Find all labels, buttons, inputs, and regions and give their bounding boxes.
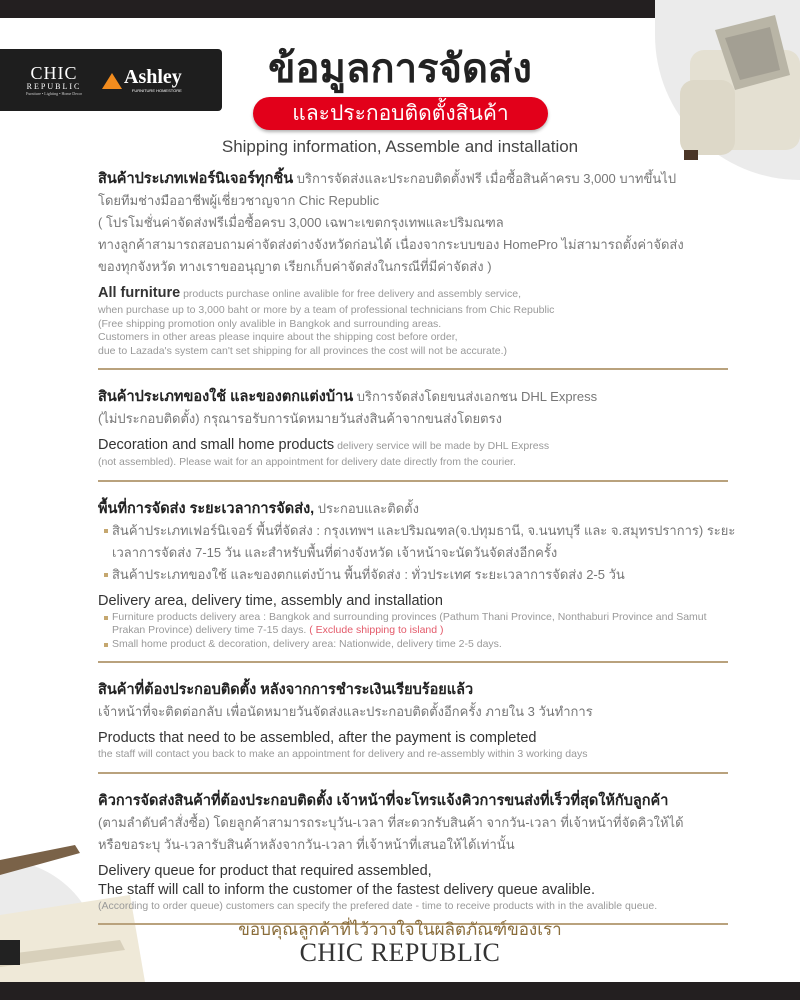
text: (ไม่ประกอบติดตั้ง) กรุณารอรับการนัดหมายวันส่งสินค้าจากขนส่งโดยตรง: [98, 411, 502, 426]
text: (not assembled). Please wait for an appointment for delivery date directly from the courier.: [98, 456, 516, 468]
brand-logos: [0, 49, 222, 111]
bullet-item: สินค้าประเภทของใช้ และของตกแต่งบ้าน พื้นที่จัดส่ง : ทั่วประเทศ ระยะเวลาการจัดส่ง 2-5 วัน: [98, 564, 738, 586]
section-decoration: [98, 386, 738, 470]
thank-you-text: ขอบคุณลูกค้าที่ไว้วางใจในผลิตภัณฑ์ของเรา: [238, 920, 562, 939]
heading: Delivery queue for product that required assembled,: [98, 862, 432, 879]
text: บริการจัดส่งโดยขนส่งเอกชน DHL Express: [353, 389, 598, 404]
text: Customers in other areas please inquire about the shipping cost before order,: [98, 331, 458, 343]
text: หรือขอระบุ วัน-เวลารับสินค้าหลังจากวัน-เวลา ที่เจ้าหน้าที่เสนอให้ได้เท่านั้น: [98, 836, 515, 852]
section-furniture: [98, 168, 738, 358]
heading: The staff will call to inform the customer of the fastest delivery queue avalible.: [98, 881, 596, 898]
text: (According to order queue) customers can specify the prefered date - time to receive products with in the avalible queue.: [98, 899, 658, 912]
bullet-item: [98, 611, 738, 638]
chic-republic-logo: CHIC REPUBLIC Furniture • Lighting • Home Decor: [26, 63, 83, 96]
heading: พื้นที่การจัดส่ง ระยะเวลาการจัดส่ง,: [98, 500, 315, 517]
bottom-bar: [0, 982, 800, 1000]
heading: All furniture: [98, 285, 181, 301]
heading: สินค้าประเภทเฟอร์นิเจอร์ทุกชิ้น: [98, 171, 294, 187]
divider: [98, 661, 728, 663]
text: ของทุกจังหวัด ทางเราขออนุญาต เรียกเก็บค่าจัดส่งในกรณีที่มีค่าจัดส่ง ): [98, 259, 492, 274]
exclusion-note: ( Exclude shipping to island ): [306, 624, 444, 636]
text: due to Lazada's system can't set shipping for all provinces the cost will not be accurate.): [98, 344, 508, 357]
title-badge: และประกอบติดตั้งสินค้า: [253, 97, 548, 130]
section-queue: [98, 790, 738, 914]
bullet-item: Small home product & decoration, delivery area: Nationwide, delivery time 2-5 days.: [98, 638, 738, 652]
house-icon: [102, 73, 122, 89]
content: [98, 168, 738, 941]
heading: Products that need to be assembled, after the payment is completed: [98, 730, 537, 746]
divider: [98, 772, 728, 774]
heading: สินค้าประเภทของใช้ และของตกแต่งบ้าน: [98, 389, 354, 405]
section-assembly: [98, 679, 738, 762]
divider: [98, 368, 728, 370]
text: the staff will contact you back to make an appointment for delivery and re-assembly within 3 working days: [98, 748, 588, 760]
heading: Decoration and small home products: [98, 437, 335, 453]
brand-name: CHIC REPUBLIC: [299, 938, 501, 967]
heading: Delivery area, delivery time, assembly and installation: [98, 592, 443, 609]
text: บริการจัดส่งและประกอบติดตั้งฟรี เมื่อซื้อสินค้าครบ 3,000 บาทขึ้นไป: [293, 171, 677, 186]
heading: สินค้าที่ต้องประกอบติดตั้ง หลังจากการชำระเงินเรียบร้อยแล้ว: [98, 682, 474, 698]
text: ประกอบและติดตั้ง: [314, 500, 419, 516]
text: โดยทีมช่างมืออาชีพผู้เชี่ยวชาญจาก Chic Republic: [98, 193, 380, 208]
bullet-item: สินค้าประเภทเฟอร์นิเจอร์ พื้นที่จัดส่ง : กรุงเทพฯ และปริมณฑล(จ.ปทุมธานี, จ.นนทบุรี และ จ.สมุทรปราการ) ระยะเวลาการจัดส่ง 7-15 วัน และสำหรับพื้นที่ต่างจังหวัด เจ้าหน้าจะนัดวันจัดส่งอีกครั้ง: [98, 520, 738, 564]
text: delivery service will be made by DHL Express: [334, 440, 550, 452]
text: ทางลูกค้าสามารถสอบถามค่าจัดส่งต่างจังหวัดก่อนได้ เนื่องจากระบบของ HomePro ไม่สามารถตั้งค่าจัดส่ง: [98, 237, 684, 252]
text: when purchase up to 3,000 baht or more by a team of professional technicians from Chic Republic: [98, 304, 555, 316]
ashley-logo: Ashley FURNITURE HOMESTORE: [102, 67, 182, 93]
text: เจ้าหน้าที่จะติดต่อกลับ เพื่อนัดหมายวันจัดส่งและประกอบติดตั้งอีกครั้ง ภายใน 3 วันทำการ: [98, 704, 593, 719]
sofa-image: [680, 10, 800, 160]
text: Furniture products delivery area : Bangkok and surrounding provinces (Pathum Thani Province, Nonthaburi Province and Samut Prakan Province) delivery time 7-15 days.: [112, 610, 707, 636]
divider: [98, 480, 728, 482]
page-subtitle: Shipping information, Assemble and installation: [221, 137, 579, 156]
text: (Free shipping promotion only avalible in Bangkok and surrounding areas.: [98, 317, 442, 330]
text: ( โปรโมชั่นค่าจัดส่งฟรีเมื่อซื้อครบ 3,000 เฉพาะเขตกรุงเทพและปริมณฑล: [98, 215, 504, 230]
heading: คิวการจัดส่งสินค้าที่ต้องประกอบติดตั้ง เจ้าหน้าที่จะโทรแจ้งคิวการขนส่งที่เร็วที่สุดให้กับลูกค้า: [98, 792, 669, 809]
section-delivery-area: [98, 498, 738, 652]
page-title: ข้อมูลการจัดส่ง: [268, 47, 532, 91]
text: (ตามลำดับคำสั่งซื้อ) โดยลูกค้าสามารถระบุวัน-เวลา ที่สะดวกรับสินค้า จากวัน-เวลา ที่เจ้าหน้าที่จัดคิวให้ได้: [98, 814, 684, 830]
text: products purchase online avalible for free delivery and assembly service,: [180, 288, 522, 300]
